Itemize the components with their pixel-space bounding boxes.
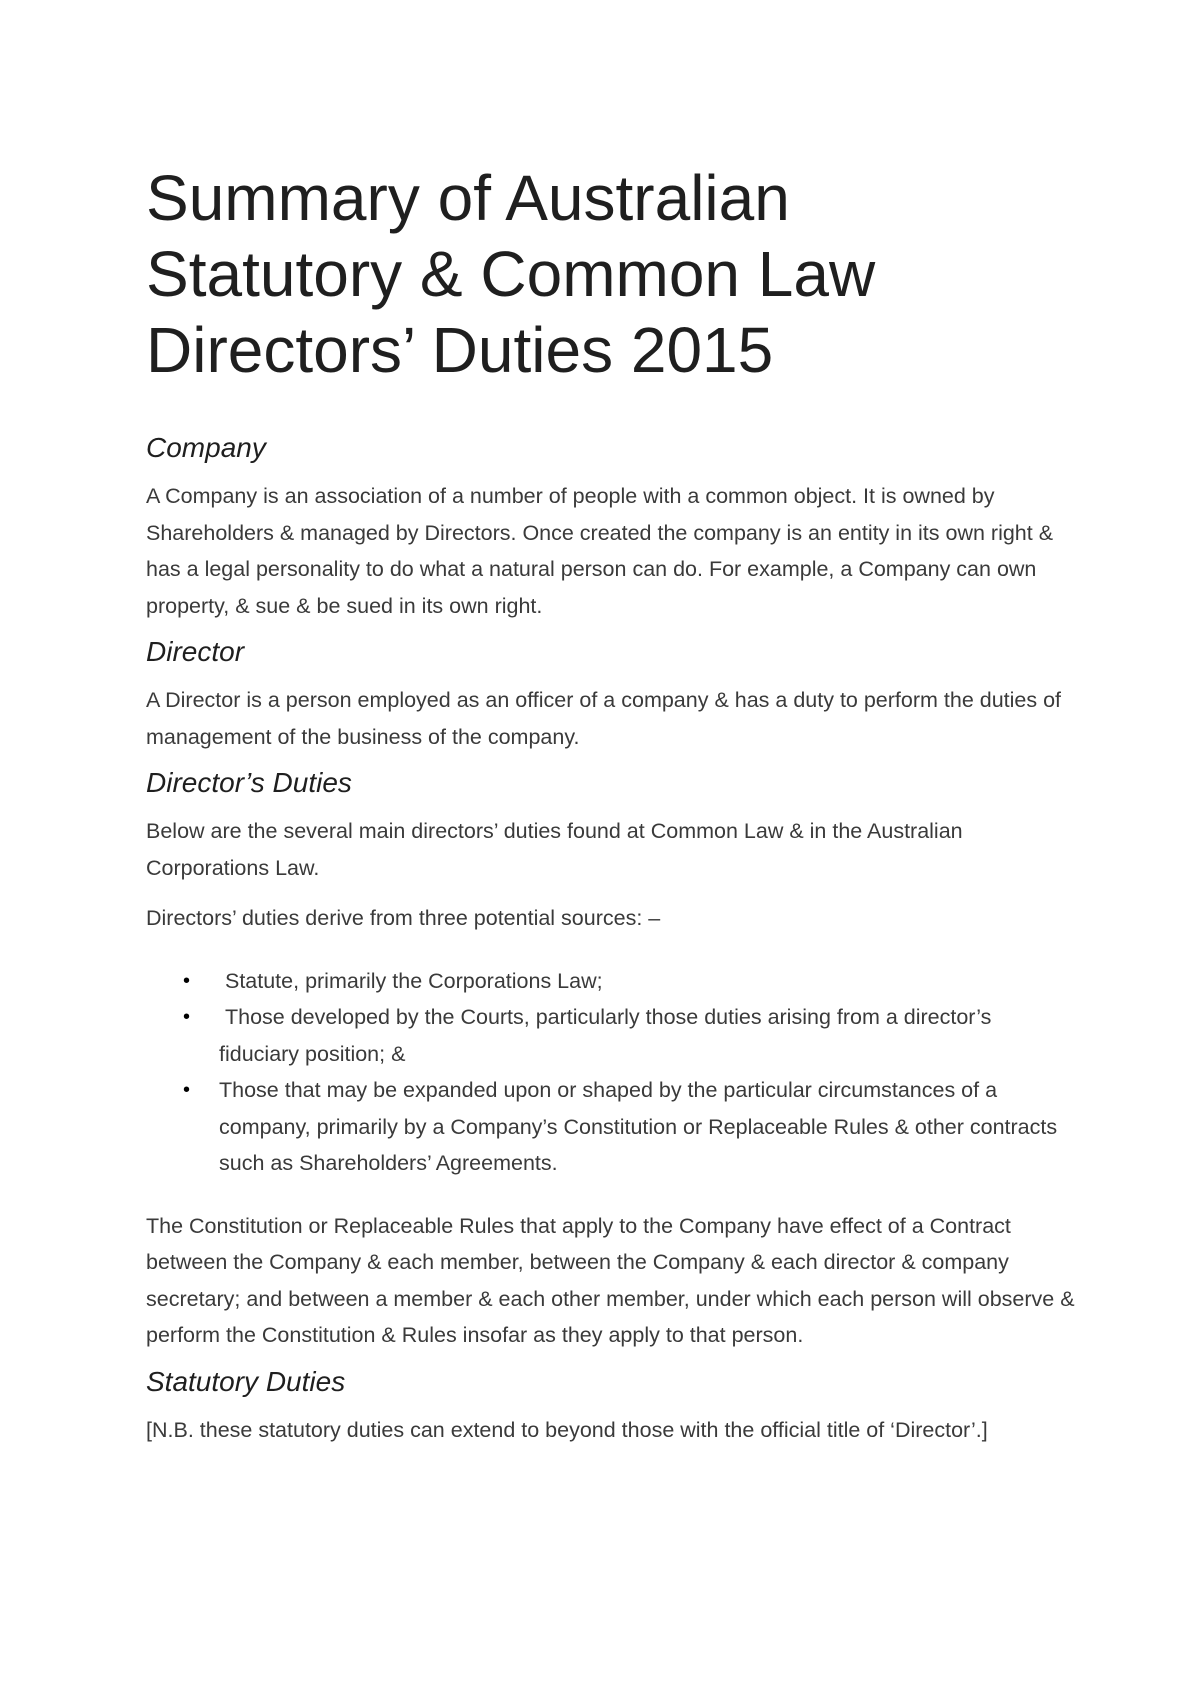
- duty-source-text: Statute, primarily the Corporations Law;: [219, 968, 603, 993]
- duty-sources-lead: Directors’ duties derive from three potential sources: –: [146, 906, 661, 930]
- company-paragraph: A Company is an association of a number of people with a common object. It is owned by Shareholders & managed by Directors. Once created the company is an entity in its own right & has a legal personality to do what a natural person can do. For example, a Company can own property, & sue & be sued in its own right.: [146, 484, 1054, 618]
- duty-source-item: [146, 963, 1076, 1000]
- constitution-paragraph: The Constitution or Replaceable Rules that apply to the Company have effect of a Contract between the Company & each member, between the Company & each director & company secretary; and between a member & each other member, under which each person will observe & perform the Constitution & Rules insofar as they apply to that person.: [146, 1213, 1075, 1347]
- bullet-icon: •: [183, 1079, 191, 1101]
- directors-duties-intro: Below are the several main directors’ duties found at Common Law & in the Australian Corporations Law.: [146, 819, 963, 880]
- document-title-line-3: Directors’ Duties 2015: [146, 314, 774, 386]
- company-heading: Company: [146, 432, 266, 463]
- directors-duties-heading: Director’s Duties: [146, 767, 352, 798]
- bullet-icon: •: [183, 1006, 191, 1028]
- duty-source-text: Those developed by the Courts, particularly those duties arising from a director’s fiduciary position; &: [219, 1005, 998, 1066]
- director-heading: Director: [146, 636, 245, 667]
- duty-source-item: [146, 1072, 1076, 1182]
- document-title: [146, 160, 1076, 388]
- duty-source-text: Those that may be expanded upon or shaped by the particular circumstances of a company, primarily by a Company’s Constitution or Replaceable Rules & other contracts such as Shareholders’ Agreements.: [219, 1078, 1058, 1175]
- duty-source-item: [146, 999, 1076, 1072]
- statutory-duties-note: [N.B. these statutory duties can extend to beyond those with the official title of ‘Director’.]: [146, 1417, 988, 1442]
- duty-sources-list: [146, 963, 1076, 1182]
- document-page: [146, 160, 1076, 1448]
- bullet-icon: •: [183, 969, 191, 992]
- document-title-line-2: Statutory & Common Law: [146, 238, 876, 310]
- document-title-line-1: Summary of Australian: [146, 162, 790, 234]
- statutory-duties-heading: Statutory Duties: [146, 1365, 346, 1397]
- director-paragraph: A Director is a person employed as an officer of a company & has a duty to perform the duties of management of the business of the company.: [146, 688, 1062, 749]
